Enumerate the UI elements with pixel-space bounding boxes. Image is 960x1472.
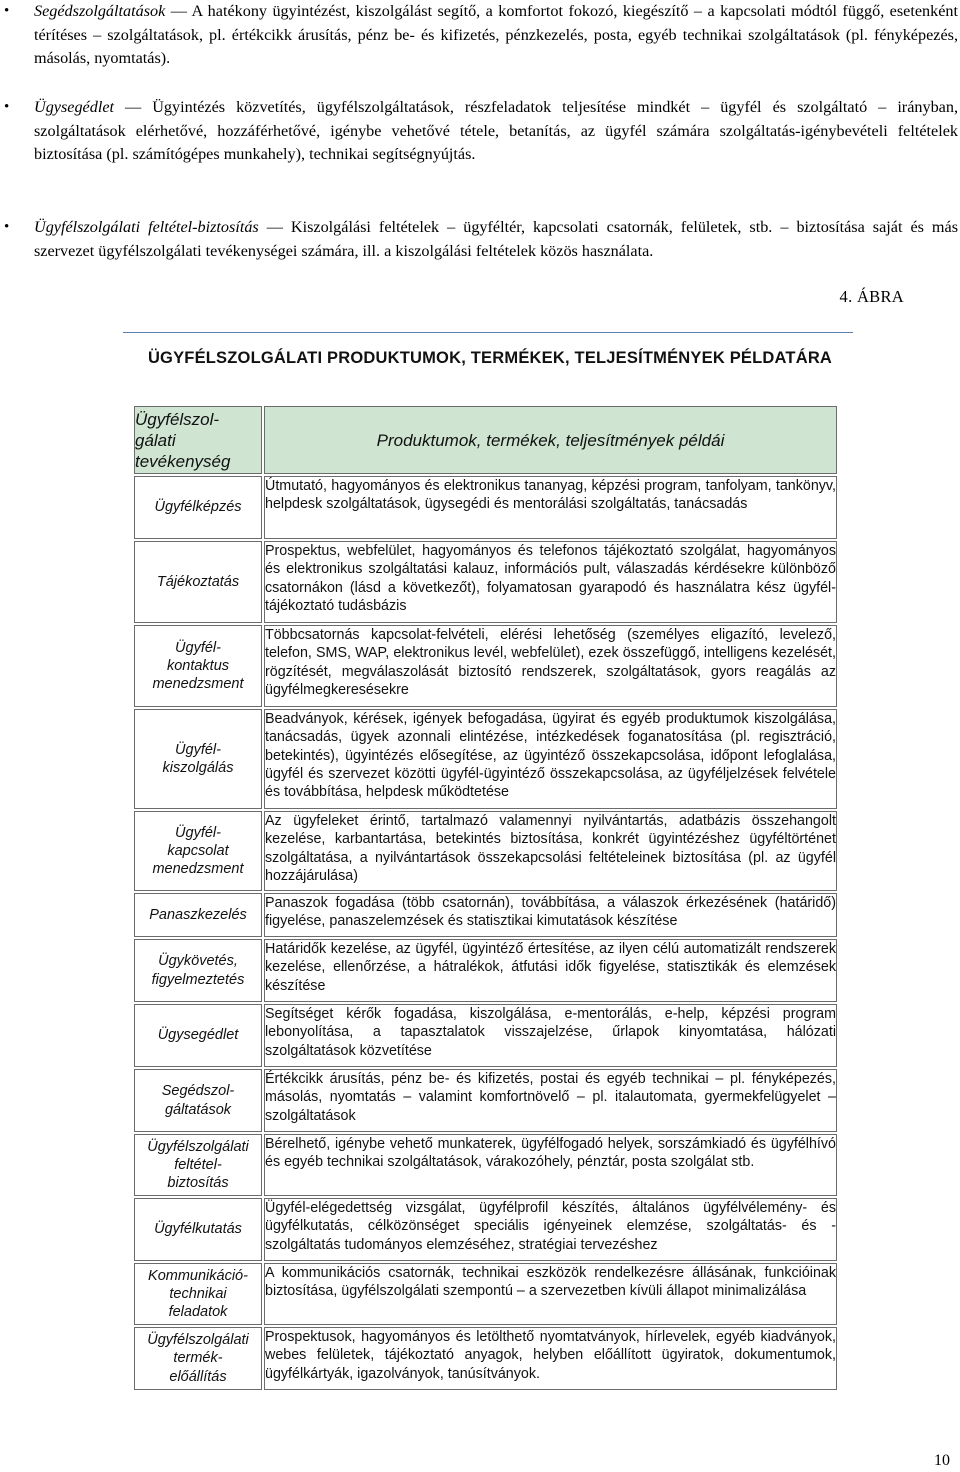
description-cell: Határidők kezelése, az ügyfél, ügyintéző értesítése, az ilyen célú automatizált rendszerek kezelése, ellenőrzése, a hátralékok, átfutási idők figyelése, statisztikák és elemzések készítése xyxy=(264,939,837,1002)
table-header-row xyxy=(134,406,837,474)
activity-cell: Segédszol- gáltatások xyxy=(134,1069,262,1132)
activity-cell: Kommunikáció- technikai feladatok xyxy=(134,1263,262,1325)
activity-cell: Ügyfélszolgálati feltétel- biztosítás xyxy=(134,1134,262,1196)
table-row xyxy=(134,811,837,891)
description-cell: Útmutató, hagyományos és elektronikus tananyag, képzési program, tanfolyam, tankönyv, helpdesk szolgáltatások, ügysegédi és mentorálási szolgáltatás, tanácsadás xyxy=(264,476,837,539)
bullet-text: — A hatékony ügyintézést, kiszolgálást segítő, a komfortot fokozó, kiegészítő – a kapcsolati módtól függő, esetenként térítéses – szolgáltatások, pl. értékcikk árusítás, pénz be- és kifizetés, pénzkezelés, posta, egyéb technikai szolgáltatások (pl. fényképezés, másolás, nyomtatás). xyxy=(34,2,958,67)
description-cell: Az ügyfeleket érintő, tartalmazó valamennyi nyilvántartás, adatbázis összehangolt kezelése, karbantartása, betekintés biztosítása, konkrét ügyintézéshez ügyféltörténet szolgáltatása, a nyilvántartások összekapcsolási feltételeinek biztosítása (pl. az ügyfél hozzájárulása) xyxy=(264,811,837,891)
bullet-text: — Kiszolgálási feltételek – ügyféltér, kapcsolati csatornák, felületek, stb. – biztosítása saját és más szervezet ügyfélszolgálati tevékenységei számára, ill. a kiszolgálási feltételek közös használata. xyxy=(34,218,958,260)
header-activity-label: Ügyfélszol- gálati tevékenység xyxy=(135,409,231,471)
table-row xyxy=(134,625,837,707)
table-row xyxy=(134,541,837,623)
activity-cell: Ügykövetés, figyelmeztetés xyxy=(134,939,262,1002)
description-cell: Beadványok, kérések, igények befogadása, ügyirat és egyéb produktumok kiszolgálása, tanácsadás, ügyek azonnali elintézése, intézkedések foganatosítása (pl. regisztráció, betekintés), ügyintézés elősegítése, az ügyintéző összekapcsolása, időpont lefoglalása, ügyfél és szervezet közötti ügyfél-ügyintéző összekapcsolása, az ügyféljelzések felvétele és továbbítása, helpdesk működtetése xyxy=(264,709,837,809)
table-row xyxy=(134,709,837,809)
table-row xyxy=(134,1134,837,1196)
activity-cell: Tájékoztatás xyxy=(134,541,262,623)
page-number: 10 xyxy=(934,1452,950,1469)
bullet-term: Segédszolgáltatások xyxy=(34,2,166,20)
activity-cell: Ügysegédlet xyxy=(134,1004,262,1067)
bullet-term: Ügysegédlet xyxy=(34,98,115,116)
activity-cell: Ügyfélszolgálati termék- előállítás xyxy=(134,1327,262,1390)
bullet-segedszolgaltatasok xyxy=(34,0,958,71)
description-cell: Bérelhető, igénybe vehető munkaterek, ügyfélfogadó helyek, sorszámkiadó és ügyfélhívó és egyéb technikai szolgáltatások, várakozóhely, pénztár, posta szolgálat stb. xyxy=(264,1134,837,1196)
figure-title: ÜGYFÉLSZOLGÁLATI PRODUKTUMOK, TERMÉKEK, TELJESÍTMÉNYEK PÉLDATÁRA xyxy=(147,349,833,367)
examples-table xyxy=(132,404,839,1392)
bullet-ugysegedlet xyxy=(34,96,958,167)
bullet-text: — Ügyintézés közvetítés, ügyfélszolgáltatások, részfeladatok teljesítése mindkét – ügyfél és szolgáltató – irányban, szolgáltatások elérhetővé, hozzáférhetővé, igénybe vehetővé tétele, betanítás, az ügyfél számára szolgáltatás-igénybevételi feltételek biztosítása (pl. számítógépes munkahely), technikai segítségnyújtás. xyxy=(34,98,958,163)
header-products: Produktumok, termékek, teljesítmények példái xyxy=(264,406,837,474)
description-cell: Segítséget kérők fogadása, kiszolgálása, e-mentorálás, e-help, képzési program lebonyolítása, a tapasztalatok visszajelzése, űrlapok kinyomtatása, hálózati szolgáltatások közvetítése xyxy=(264,1004,837,1067)
figure-label: 4. ÁBRA xyxy=(839,287,904,306)
activity-cell: Ügyfél- kapcsolat menedzsment xyxy=(134,811,262,891)
description-cell: Prospektusok, hagyományos és letölthető nyomtatványok, hírlevelek, egyéb kiadványok, webes felületek, tájékoztató anyagok, helyben előállított ügyiratok, dokumentumok, ügyfélkártyák, igazolványok, tanúsítványok. xyxy=(264,1327,837,1390)
activity-cell: Ügyfélkutatás xyxy=(134,1198,262,1261)
description-cell: Panaszok fogadása (több csatornán), továbbítása, a válaszok érkezésének (határidő) figyelése, panaszelemzések és statisztikai kimutatások készítése xyxy=(264,893,837,937)
activity-cell: Ügyfélképzés xyxy=(134,476,262,539)
bullet-feltetel-biztositas xyxy=(34,216,958,263)
table-row xyxy=(134,893,837,937)
table-row xyxy=(134,476,837,539)
bullet-term: Ügyfélszolgálati feltétel-biztosítás xyxy=(34,218,259,236)
table-row xyxy=(134,939,837,1002)
table-row xyxy=(134,1263,837,1325)
description-cell: Értékcikk árusítás, pénz be- és kifizetés, postai és egyéb technikai – pl. fényképezés, másolás, nyomtatás – valamint komfortnövelő – pl. italautomata, gyermekfelügyelet – szolgáltatások xyxy=(264,1069,837,1132)
description-cell: Többcsatornás kapcsolat-felvételi, elérési lehetőség (személyes eligazító, levelező, telefon, SMS, WAP, elektronikus levél, webfelület), ezek összefüggő, intelligens kezelését, rögzítését, megválaszolását biztosító rendszerek, szolgáltatások, gyors reagálás az ügyfélmegkeresésekre xyxy=(264,625,837,707)
description-cell: A kommunikációs csatornák, technikai eszközök rendelkezésre állásának, funkcióinak biztosítása, ügyfélszolgálati szempontú – a szervezetben kívüli állapot minimalizálása xyxy=(264,1263,837,1325)
table-row xyxy=(134,1327,837,1390)
description-cell: Ügyfél-elégedettség vizsgálat, ügyfélprofil készítés, általános ügyfélvélemény- és ügyfélkutatás, célközönséget speciális igényeinek elemzése, szolgáltatás- és -szolgáltatás tudományos elemzéséhez, stratégiai tervezéshez xyxy=(264,1198,837,1261)
table-row xyxy=(134,1004,837,1067)
table-row xyxy=(134,1069,837,1132)
figure-divider xyxy=(123,332,853,333)
activity-cell: Ügyfél- kiszolgálás xyxy=(134,709,262,809)
header-activity xyxy=(134,406,262,474)
activity-cell: Panaszkezelés xyxy=(134,893,262,937)
description-cell: Prospektus, webfelület, hagyományos és telefonos tájékoztató szolgálat, hagyományos és elektronikus szolgáltatási kalauz, információs pult, válaszadás kérdésekre különböző csatornákon (lásd a következőt), folyamatosan gyarapodó és használatra kész ügyfél-tájékoztató tudásbázis xyxy=(264,541,837,623)
activity-cell: Ügyfél- kontaktus menedzsment xyxy=(134,625,262,707)
table-row xyxy=(134,1198,837,1261)
